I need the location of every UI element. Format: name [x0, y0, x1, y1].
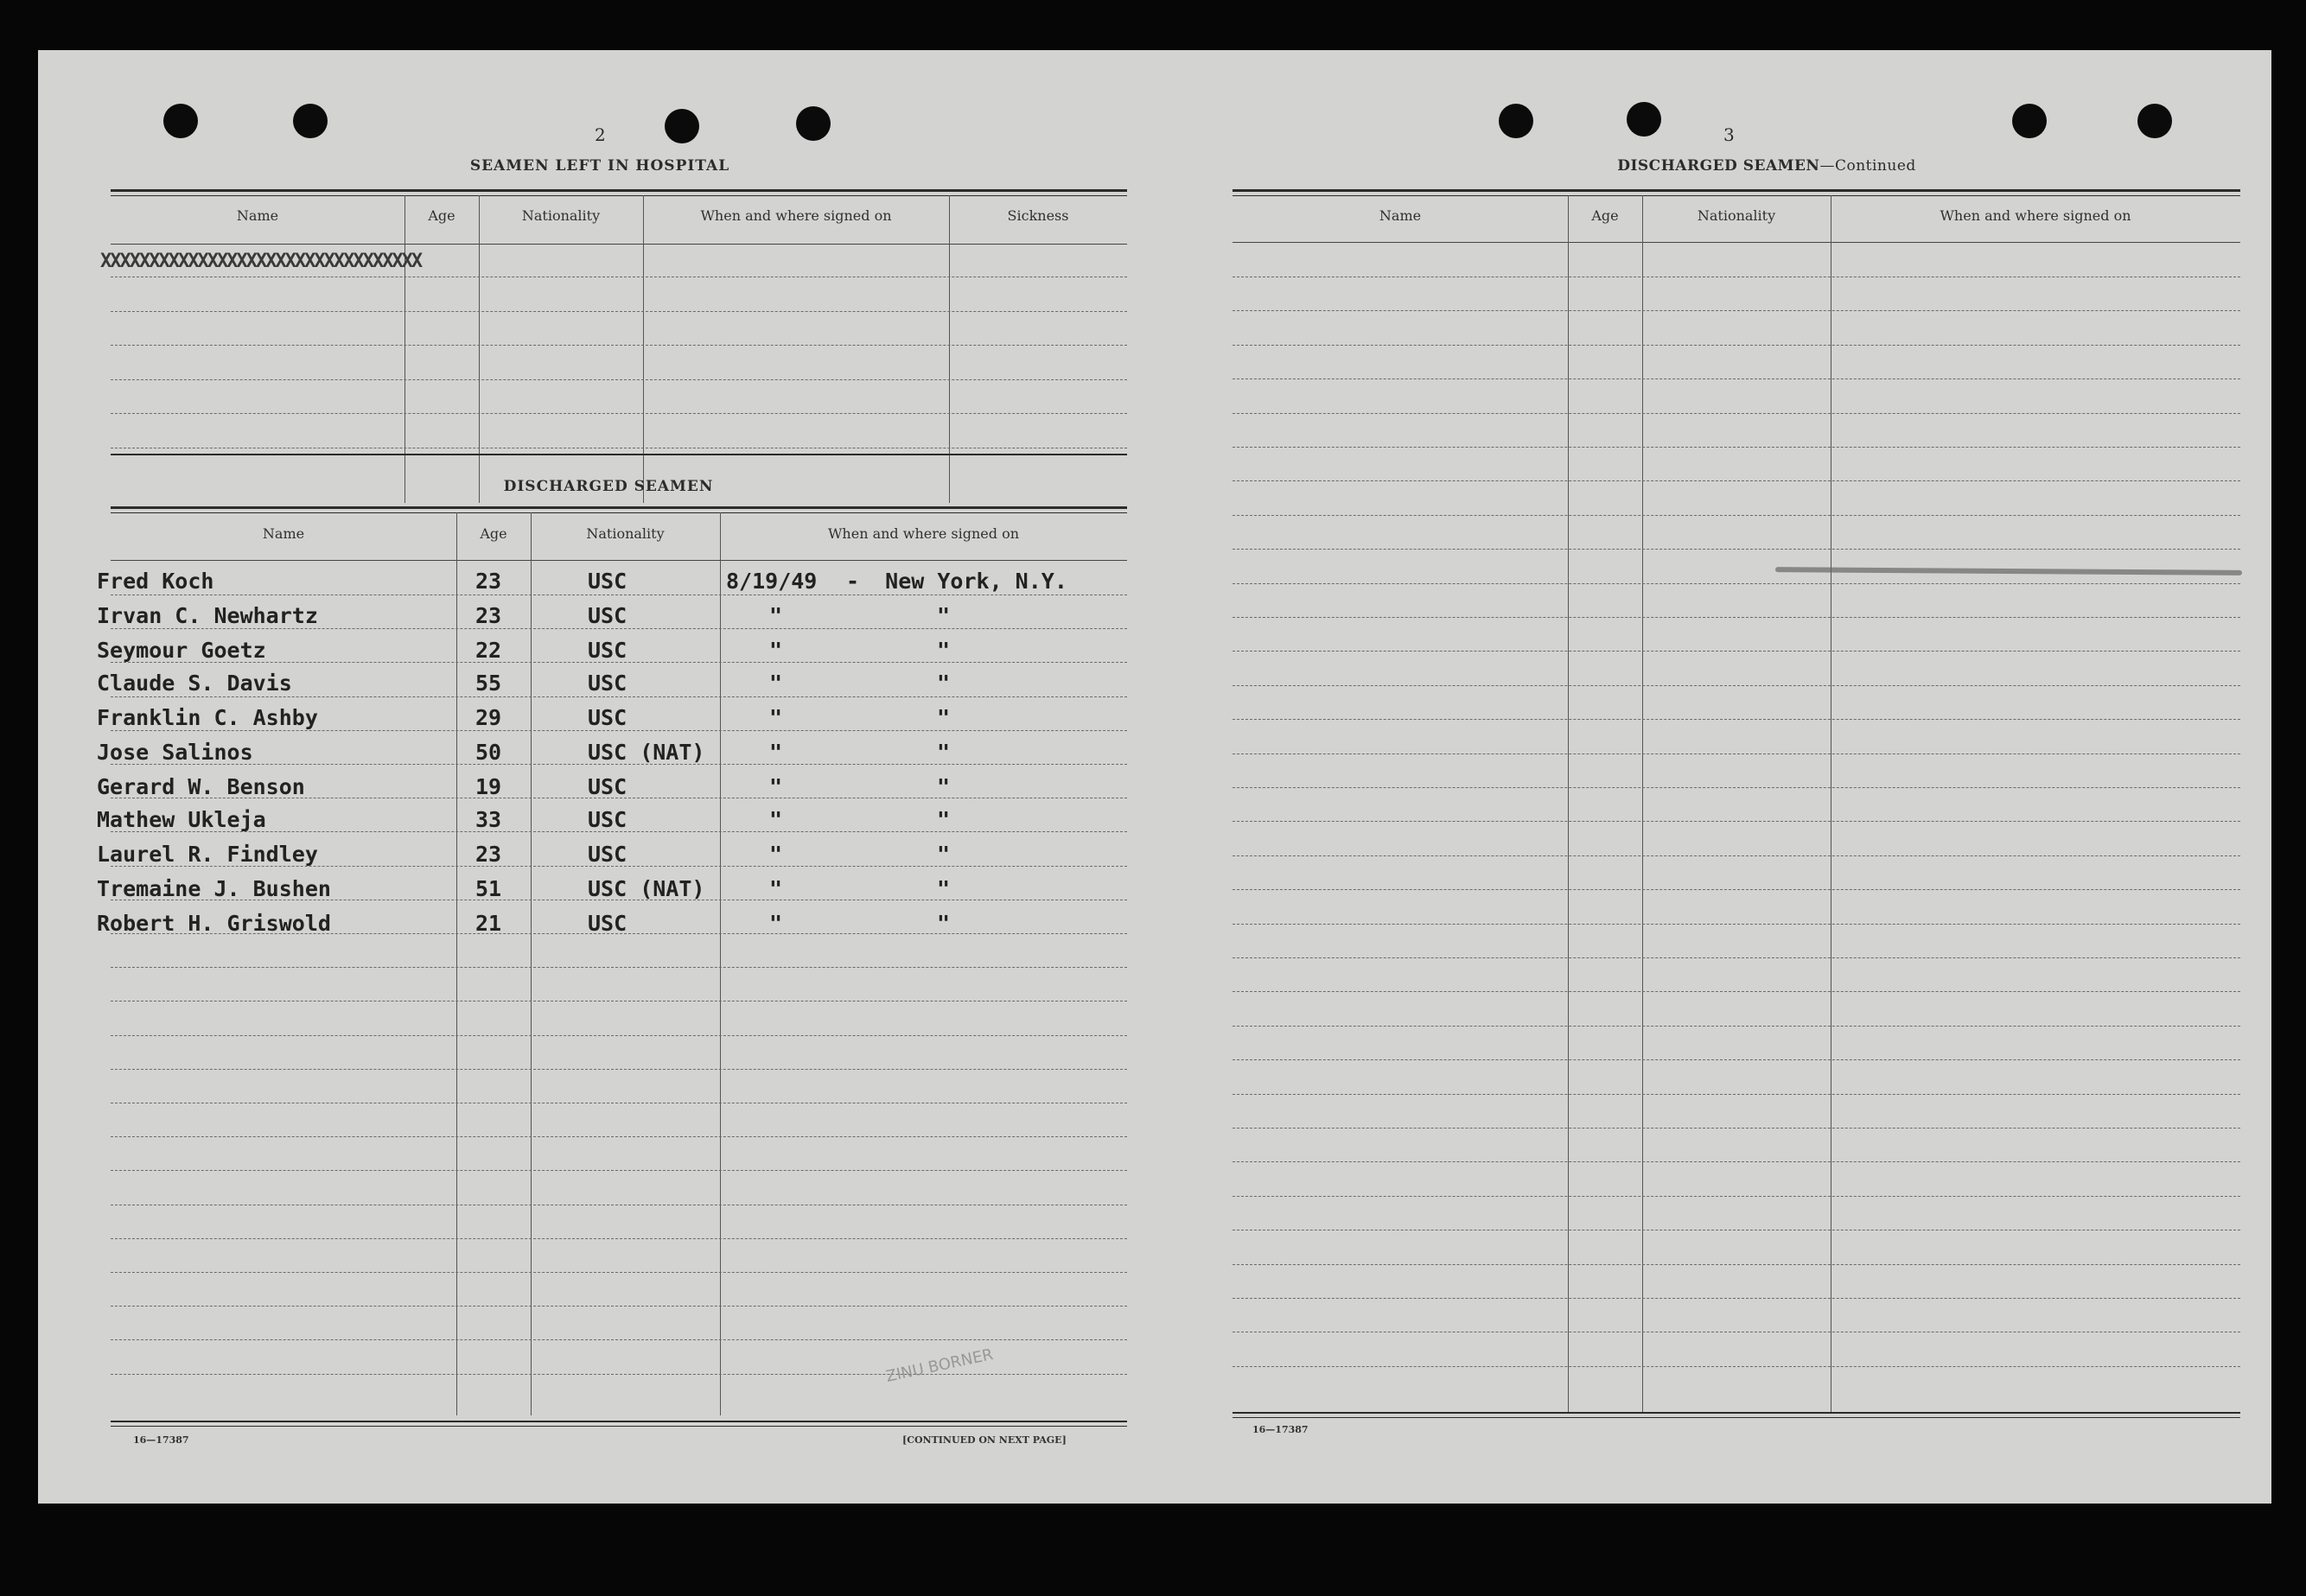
signed-place: "	[937, 740, 951, 765]
seaman-age: 19	[475, 774, 502, 799]
signed-place: "	[937, 671, 951, 696]
footer-rule	[111, 1426, 1127, 1427]
seaman-nationality: USC	[588, 705, 627, 730]
seaman-name: Mathew Ukleja	[97, 807, 266, 832]
section-end-rule	[111, 454, 1127, 455]
signed-date: "	[769, 774, 783, 799]
seaman-age: 23	[475, 603, 502, 628]
punch-hole	[163, 104, 198, 138]
row-rule	[111, 1306, 1127, 1307]
row-rule	[1233, 242, 2240, 243]
row-rule	[1233, 1128, 2240, 1129]
form-number: 16—17387	[1252, 1424, 1309, 1435]
signed-place: "	[937, 774, 951, 799]
row-rule	[1233, 549, 2240, 550]
column-divider	[531, 512, 532, 1415]
column-divider	[456, 512, 457, 1415]
page-number: 3	[1723, 124, 1735, 145]
seaman-name: Claude S. Davis	[97, 671, 292, 696]
form-number: 16—17387	[133, 1434, 189, 1446]
row-rule	[111, 311, 1127, 312]
column-header-age: Age	[428, 207, 455, 224]
signed-date: "	[769, 807, 783, 832]
row-rule	[111, 628, 1127, 629]
hospital-section-title: SEAMEN LEFT IN HOSPITAL	[469, 157, 730, 175]
row-rule	[1233, 378, 2240, 379]
column-divider	[643, 195, 644, 503]
row-rule	[111, 1069, 1127, 1070]
signed-place: "	[937, 638, 951, 663]
seaman-age: 29	[475, 705, 502, 730]
title-suffix: —Continued	[1819, 157, 1916, 175]
signed-place: "	[937, 807, 951, 832]
row-rule	[111, 379, 1127, 380]
seaman-name: Robert H. Griswold	[97, 911, 331, 936]
row-rule	[1233, 515, 2240, 516]
row-rule	[1233, 617, 2240, 618]
seaman-age: 51	[475, 876, 502, 901]
discharged-section-title: DISCHARGED SEAMEN	[503, 478, 714, 495]
row-rule	[1233, 889, 2240, 890]
row-rule	[111, 1339, 1127, 1340]
punch-hole	[665, 109, 699, 143]
seaman-nationality: USC	[588, 603, 627, 628]
seaman-nationality: USC	[588, 911, 627, 936]
header-rule	[111, 512, 1127, 513]
seaman-nationality: USC (NAT)	[588, 740, 705, 765]
footer-rule	[111, 1421, 1127, 1422]
column-divider	[479, 195, 480, 503]
signed-place: "	[937, 842, 951, 867]
signed-place: "	[937, 876, 951, 901]
signed-date: "	[769, 842, 783, 867]
column-header-signed-on: When and where signed on	[700, 207, 892, 224]
column-header-age: Age	[1591, 207, 1619, 224]
signed-place: "	[937, 911, 951, 936]
row-rule	[1233, 583, 2240, 584]
seaman-name: Jose Salinos	[97, 740, 253, 765]
column-header-name: Name	[1379, 207, 1422, 224]
column-header-name: Name	[262, 525, 305, 542]
punch-hole	[1499, 104, 1533, 138]
row-rule	[1233, 685, 2240, 686]
row-rule	[111, 1035, 1127, 1036]
punch-hole	[1627, 102, 1661, 137]
column-header-sickness: Sickness	[1007, 207, 1069, 224]
row-rule	[111, 560, 1127, 561]
punch-hole	[796, 106, 831, 141]
row-rule	[1233, 1094, 2240, 1095]
seaman-nationality: USC	[588, 842, 627, 867]
column-divider	[720, 512, 721, 1415]
seaman-age: 23	[475, 569, 502, 594]
seaman-age: 55	[475, 671, 502, 696]
column-header-signed-on: When and where signed on	[827, 525, 1020, 542]
row-rule	[1233, 310, 2240, 311]
column-header-nationality: Nationality	[1697, 207, 1776, 224]
punch-hole	[2012, 104, 2047, 138]
row-rule	[111, 696, 1127, 697]
header-rule	[111, 195, 1127, 196]
footer-rule	[1233, 1412, 2240, 1414]
row-rule	[1233, 991, 2240, 992]
row-rule	[1233, 447, 2240, 448]
document-sheet	[38, 50, 2271, 1504]
faint-stamp: ZINU BORNER	[884, 1345, 995, 1386]
page-number: 2	[595, 124, 606, 145]
seaman-nationality: USC	[588, 638, 627, 663]
row-rule	[111, 1272, 1127, 1273]
punch-hole	[293, 104, 328, 138]
continued-note: [CONTINUED ON NEXT PAGE]	[902, 1434, 1067, 1446]
row-rule	[1233, 1026, 2240, 1027]
row-rule	[1233, 821, 2240, 822]
seaman-nationality: USC	[588, 671, 627, 696]
seaman-age: 33	[475, 807, 502, 832]
header-rule	[1233, 189, 2240, 192]
column-header-name: Name	[236, 207, 279, 224]
seaman-name: Laurel R. Findley	[97, 842, 318, 867]
signed-date: 8/19/49	[726, 569, 818, 594]
signed-date: "	[769, 705, 783, 730]
header-rule	[111, 506, 1127, 509]
seaman-nationality: USC (NAT)	[588, 876, 705, 901]
row-rule	[1233, 957, 2240, 958]
column-header-signed-on: When and where signed on	[1940, 207, 2131, 224]
column-header-nationality: Nationality	[521, 207, 601, 224]
column-header-age: Age	[480, 525, 507, 542]
seaman-age: 21	[475, 911, 502, 936]
row-rule	[1233, 1366, 2240, 1367]
signed-date: "	[769, 911, 783, 936]
column-header-nationality: Nationality	[586, 525, 665, 542]
seaman-name: Seymour Goetz	[97, 638, 266, 663]
row-rule	[1233, 1298, 2240, 1299]
signed-place: "	[937, 705, 951, 730]
row-rule	[1233, 413, 2240, 414]
seaman-name: Irvan C. Newhartz	[97, 603, 318, 628]
row-rule	[1233, 1059, 2240, 1060]
row-rule	[111, 1136, 1127, 1137]
header-rule	[1233, 195, 2240, 196]
signed-date: "	[769, 638, 783, 663]
seaman-name: Fred Koch	[97, 569, 214, 594]
row-rule	[1233, 480, 2240, 481]
signed-date: "	[769, 671, 783, 696]
row-rule	[1233, 787, 2240, 788]
signed-place: "	[937, 603, 951, 628]
signed-date: "	[769, 603, 783, 628]
row-rule	[111, 413, 1127, 414]
row-rule	[111, 967, 1127, 968]
row-rule	[1233, 345, 2240, 346]
row-rule	[1233, 855, 2240, 856]
row-rule	[1233, 1161, 2240, 1162]
row-rule	[1233, 651, 2240, 652]
seaman-age: 50	[475, 740, 502, 765]
row-rule	[1233, 1264, 2240, 1265]
row-rule	[111, 244, 1127, 245]
seaman-name: Gerard W. Benson	[97, 774, 305, 799]
row-rule	[111, 1238, 1127, 1239]
signed-date: "	[769, 876, 783, 901]
ink-smudge	[1775, 567, 2242, 575]
signed-place: - New York, N.Y.	[846, 569, 1067, 594]
column-divider	[949, 195, 950, 503]
seaman-name: Franklin C. Ashby	[97, 705, 318, 730]
row-rule	[1233, 1196, 2240, 1197]
seaman-name: Tremaine J. Bushen	[97, 876, 331, 901]
seaman-nationality: USC	[588, 569, 627, 594]
row-rule	[1233, 924, 2240, 925]
row-rule	[111, 1170, 1127, 1171]
discharged-continued-title	[1507, 157, 2026, 175]
seaman-nationality: USC	[588, 774, 627, 799]
seaman-nationality: USC	[588, 807, 627, 832]
punch-hole	[2137, 104, 2172, 138]
signed-date: "	[769, 740, 783, 765]
row-rule	[1233, 753, 2240, 754]
header-rule	[111, 189, 1127, 192]
seaman-age: 22	[475, 638, 502, 663]
row-rule	[111, 345, 1127, 346]
redacted-hospital-entry: XXXXXXXXXXXXXXXXXXXXXXXXXXXXXXXXX	[100, 251, 422, 272]
row-rule	[111, 1374, 1127, 1375]
footer-rule	[1233, 1417, 2240, 1418]
title-bold: DISCHARGED SEAMEN	[1617, 157, 1820, 175]
seaman-age: 23	[475, 842, 502, 867]
row-rule	[1233, 719, 2240, 720]
